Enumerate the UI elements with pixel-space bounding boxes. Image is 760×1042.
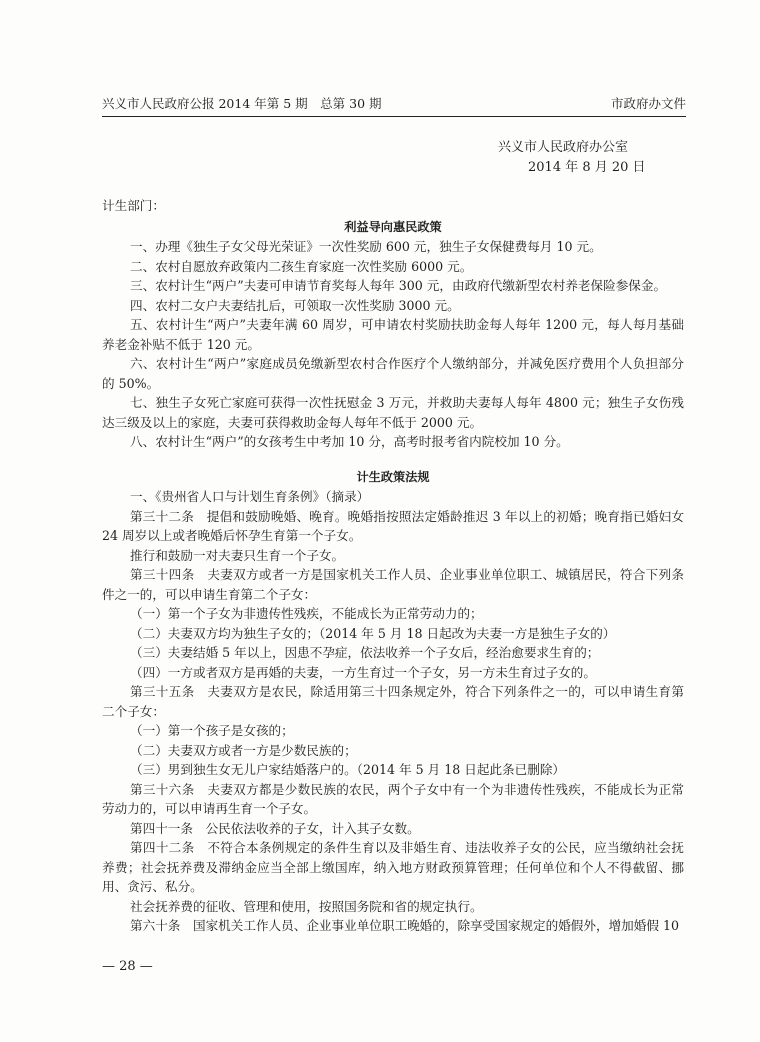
paragraph: 第三十二条 提倡和鼓励晚婚、晚育。晚婚指按照法定婚龄推迟 3 年以上的初婚；晚育指已婚妇女 24 周岁以上或者晚婚后怀孕生育第一个子女。 bbox=[102, 508, 684, 543]
paragraph: 三、农村计生“两户”夫妻可申请节育奖每人每年 300 元，由政府代缴新型农村养老保险参保金。 bbox=[130, 278, 667, 293]
paragraph: （一）第一个子女为非遗传性残疾，不能成长为正常劳动力的； bbox=[130, 606, 483, 621]
paragraph: 第三十四条 夫妻双方或者一方是国家机关工作人员、企业事业单位职工、城镇居民，符合下列条件之一的，可以申请生育第二个子女： bbox=[102, 567, 684, 602]
paragraph: 六、农村计生“两户”家庭成员免缴新型农村合作医疗个人缴纳部分，并减免医疗费用个人负担部分的 50%。 bbox=[102, 356, 684, 391]
paragraph: （四）一方或者双方是再婚的夫妻，一方生育过一个子女，另一方未生育过子女的。 bbox=[130, 664, 596, 680]
header-category: 市政府办文件 bbox=[610, 96, 686, 111]
paragraph: 五、农村计生“两户”夫妻年满 60 周岁，可申请农村奖励扶助金每人每年 1200 元，每人每月基础养老金补贴不低于 120 元。 bbox=[102, 317, 684, 352]
paragraph: （三）男到独生女无儿户家结婚落户的。（2014 年 5 月 18 日起此条已删除） bbox=[130, 762, 566, 777]
document-body bbox=[102, 196, 684, 936]
paragraph: 第三十五条 夫妻双方是农民，除适用第三十四条规定外，符合下列条件之一的，可以申请生育第二个子女： bbox=[102, 684, 684, 719]
paragraph: 第三十六条 夫妻双方都是少数民族的农民，两个子女中有一个为非遗传性残疾，不能成长为正常劳动力的，可以申请再生育一个子女。 bbox=[102, 781, 684, 816]
section-incentives bbox=[102, 237, 684, 452]
header-publication: 兴义市人民政府公报 2014 年第 5 期 总第 30 期 bbox=[102, 96, 382, 111]
paragraph: 八、农村计生“两户”的女孩考生中考加 10 分，高考时报考省内院校加 10 分。 bbox=[130, 434, 569, 449]
recipient-line: 计生部门： bbox=[102, 198, 165, 213]
section-regulations bbox=[102, 487, 684, 936]
section-title-incentives: 利益导向惠民政策 bbox=[344, 219, 442, 234]
paragraph: （二）夫妻双方或者一方是少数民族的； bbox=[130, 742, 357, 758]
paragraph: 第四十一条 公民依法收养的子女，计入其子女数。 bbox=[130, 820, 420, 836]
paragraph: 七、独生子女死亡家庭可获得一次性抚慰金 3 万元，并救助夫妻每人每年 4800 元；独生子女伤残达三级及以上的家庭，夫妻可获得救助金每人每年不低于 2000 元。 bbox=[102, 395, 684, 430]
paragraph: 一、《贵州省人口与计划生育条例》（摘录） bbox=[130, 489, 370, 504]
running-header bbox=[102, 94, 686, 117]
paragraph: （一）第一个孩子是女孩的； bbox=[130, 723, 294, 738]
paragraph: 一、办理《独生子女父母光荣证》一次性奖励 600 元，独生子女保健费每月 10 元。 bbox=[130, 239, 602, 254]
paragraph: 推行和鼓励一对夫妻只生育一个子女。 bbox=[130, 547, 345, 563]
signature-organization: 兴义市人民政府办公室 bbox=[498, 140, 629, 155]
section-title-regulations: 计生政策法规 bbox=[356, 469, 430, 484]
paragraph: （二）夫妻双方均为独生子女的；（2014 年 5 月 18 日起改为夫妻一方是独生子女的） bbox=[130, 625, 616, 641]
page-number: — 28 — bbox=[102, 959, 153, 974]
paragraph: （三）夫妻结婚 5 年以上，因患不孕症，依法收养一个子女后，经治愈要求生育的； bbox=[130, 645, 600, 660]
signature-date: 2014 年 8 月 20 日 bbox=[528, 160, 646, 175]
paragraph: 社会抚养费的征收、管理和使用，按照国务院和省的规定执行。 bbox=[130, 898, 483, 914]
paragraph: 四、农村二女户夫妻结扎后，可领取一次性奖励 3000 元。 bbox=[130, 297, 460, 313]
paragraph: 二、农村自愿放弃政策内二孩生育家庭一次性奖励 6000 元。 bbox=[130, 258, 473, 274]
paragraph: 第四十二条 不符合本条例规定的条件生育以及非婚生育、违法收养子女的公民，应当缴纳社会抚养费；社会抚养费及滞纳金应当全部上缴国库，纳入地方财政预算管理；任何单位和个人不得截留、挪用、贪污、私分。 bbox=[102, 840, 684, 894]
paragraph: 第六十条 国家机关工作人员、企业事业单位职工晚婚的，除享受国家规定的婚假外，增加婚假 10 bbox=[130, 918, 679, 933]
